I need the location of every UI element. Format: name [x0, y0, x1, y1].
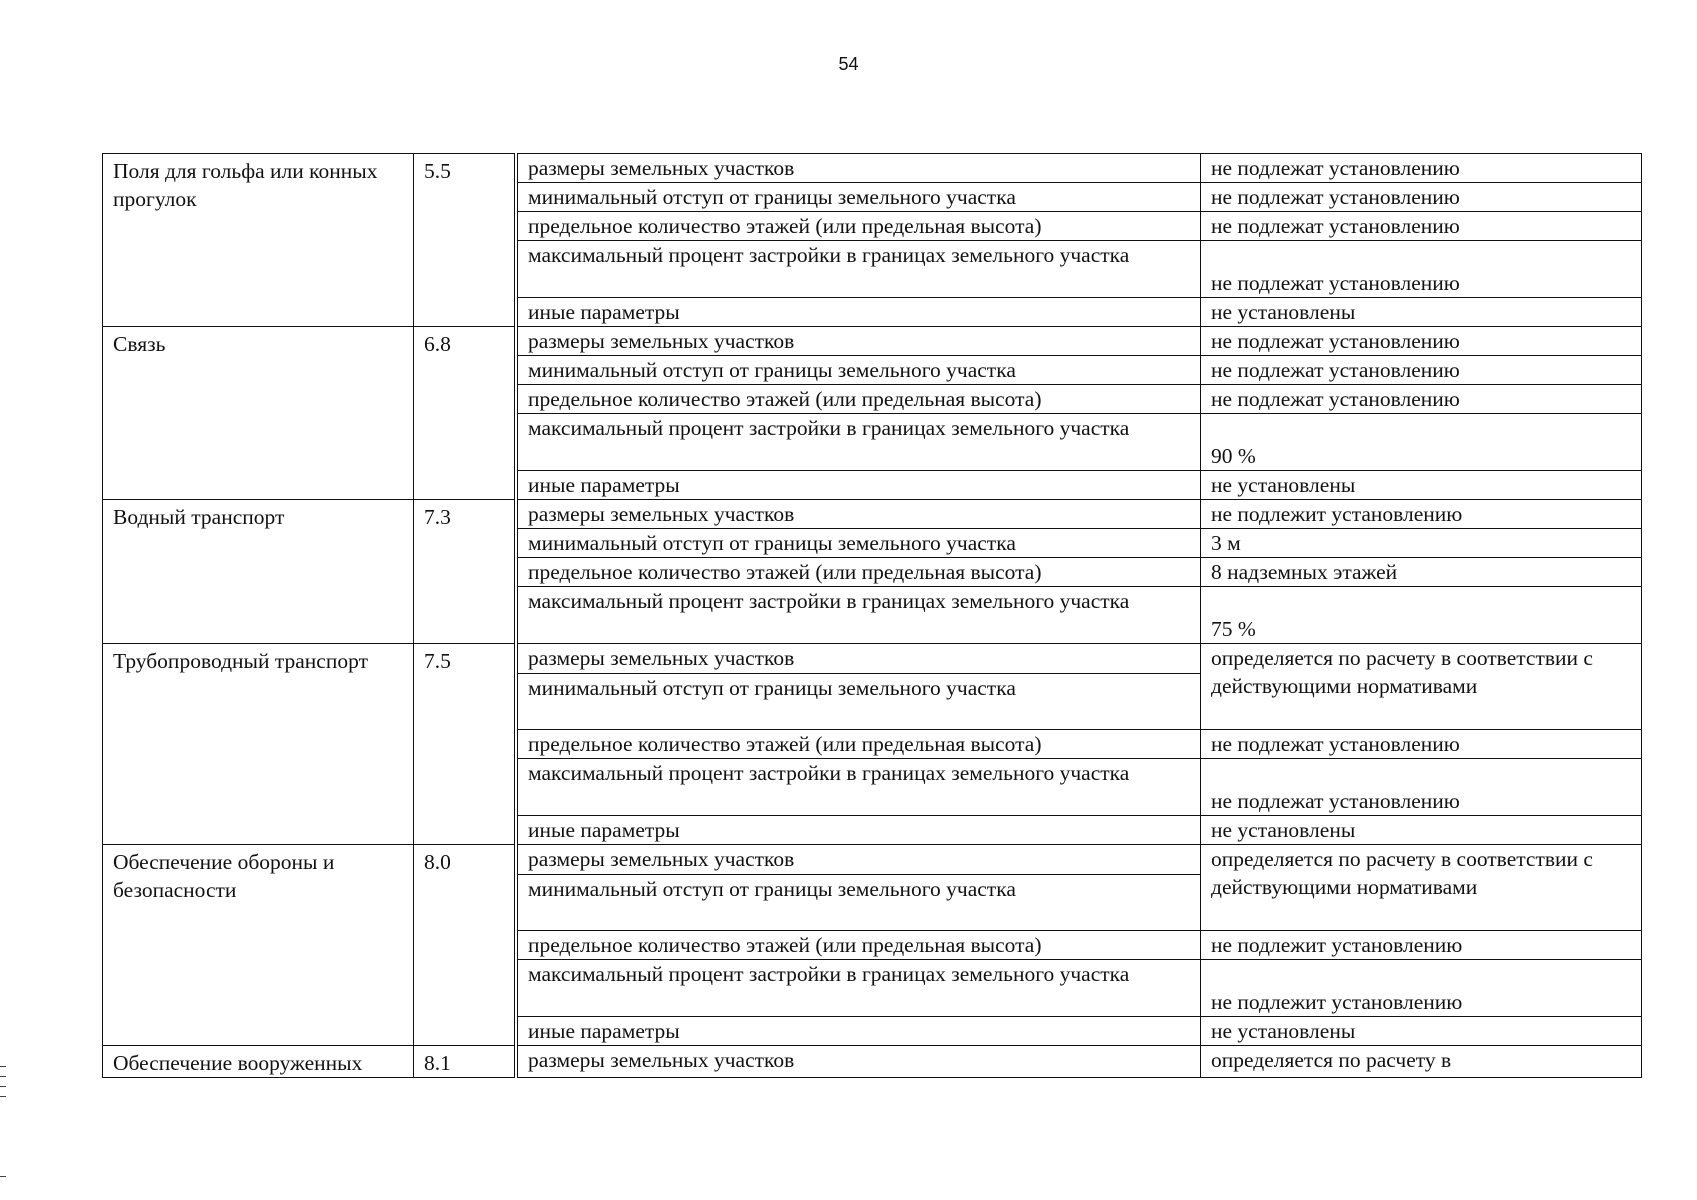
table-row [103, 154, 1642, 183]
parameter-value: не подлежат установлению [1201, 385, 1642, 414]
parameter-name: иные параметры [518, 1017, 1201, 1046]
land-use-code: 7.3 [414, 500, 515, 644]
parameter-value: не подлежит установлению [1201, 931, 1642, 960]
scan-mark [0, 1066, 6, 1067]
parameter-name: предельное количество этажей (или предельная высота) [518, 212, 1201, 241]
parameter-name: предельное количество этажей (или предельная высота) [518, 931, 1201, 960]
land-use-name: Трубопроводный транспорт [103, 644, 414, 845]
land-use-name: Обеспечение вооруженных [103, 1046, 414, 1078]
scan-mark [0, 1086, 6, 1087]
parameter-value: не подлежат установлению [1201, 759, 1642, 816]
parameter-name: иные параметры [518, 471, 1201, 500]
parameter-name: иные параметры [518, 298, 1201, 327]
parameter-name: предельное количество этажей (или предельная высота) [518, 730, 1201, 759]
land-use-code: 8.1 [414, 1046, 515, 1078]
land-use-code: 7.5 [414, 644, 515, 845]
parameter-name: минимальный отступ от границы земельного участка [518, 356, 1201, 385]
table-row [103, 500, 1642, 529]
parameter-name: иные параметры [518, 816, 1201, 845]
scan-mark [0, 1176, 6, 1177]
parameter-value: не подлежат установлению [1201, 183, 1642, 212]
parameter-value: 75 % [1201, 587, 1642, 644]
parameter-value: определяется по расчету в соответствии с действующими нормативами [1201, 845, 1642, 931]
land-use-parameters-table [102, 153, 1642, 1078]
parameter-name: минимальный отступ от границы земельного участка [518, 529, 1201, 558]
table-row [103, 644, 1642, 674]
parameter-name: максимальный процент застройки в границах земельного участка [518, 414, 1201, 471]
parameter-name: размеры земельных участков [518, 154, 1201, 183]
parameter-name: максимальный процент застройки в границах земельного участка [518, 759, 1201, 816]
parameter-value: не установлены [1201, 1017, 1642, 1046]
parameter-name: максимальный процент застройки в границах земельного участка [518, 587, 1201, 644]
parameter-value: 8 надземных этажей [1201, 558, 1642, 587]
parameter-value: не подлежат установлению [1201, 327, 1642, 356]
parameter-value: 90 % [1201, 414, 1642, 471]
parameter-value: не подлежат установлению [1201, 730, 1642, 759]
parameter-value: не установлены [1201, 471, 1642, 500]
land-use-name: Обеспечение обороны и безопасности [103, 845, 414, 1046]
parameter-name: максимальный процент застройки в границах земельного участка [518, 241, 1201, 298]
parameter-name: размеры земельных участков [518, 644, 1201, 674]
table-row [103, 327, 1642, 356]
land-use-code: 6.8 [414, 327, 515, 500]
parameter-name: предельное количество этажей (или предельная высота) [518, 558, 1201, 587]
parameter-value: не подлежат установлению [1201, 212, 1642, 241]
parameter-name: размеры земельных участков [518, 327, 1201, 356]
land-use-code: 5.5 [414, 154, 515, 327]
table-row [103, 845, 1642, 875]
page-number: 54 [838, 54, 859, 74]
land-use-name: Поля для гольфа или конных прогулок [103, 154, 414, 327]
land-use-code: 8.0 [414, 845, 515, 1046]
parameter-value: не подлежат установлению [1201, 241, 1642, 298]
scan-mark [0, 1076, 6, 1077]
parameter-value: не подлежит установлению [1201, 500, 1642, 529]
land-use-name: Водный транспорт [103, 500, 414, 644]
parameter-value: не подлежит установлению [1201, 960, 1642, 1017]
parameter-value: не подлежат установлению [1201, 154, 1642, 183]
parameter-name: максимальный процент застройки в границах земельного участка [518, 960, 1201, 1017]
land-use-name: Связь [103, 327, 414, 500]
parameter-name: размеры земельных участков [518, 845, 1201, 875]
parameter-name: размеры земельных участков [518, 1046, 1201, 1078]
parameter-value: не установлены [1201, 298, 1642, 327]
parameter-name: минимальный отступ от границы земельного участка [518, 674, 1201, 730]
parameter-value: определяется по расчету в [1201, 1046, 1642, 1078]
parameter-name: минимальный отступ от границы земельного участка [518, 875, 1201, 931]
scan-mark [0, 1096, 6, 1097]
parameter-value: определяется по расчету в соответствии с действующими нормативами [1201, 644, 1642, 730]
parameter-name: предельное количество этажей (или предельная высота) [518, 385, 1201, 414]
parameter-name: минимальный отступ от границы земельного участка [518, 183, 1201, 212]
parameter-value: 3 м [1201, 529, 1642, 558]
parameter-name: размеры земельных участков [518, 500, 1201, 529]
parameter-value: не подлежат установлению [1201, 356, 1642, 385]
table-row [103, 1046, 1642, 1078]
parameter-value: не установлены [1201, 816, 1642, 845]
